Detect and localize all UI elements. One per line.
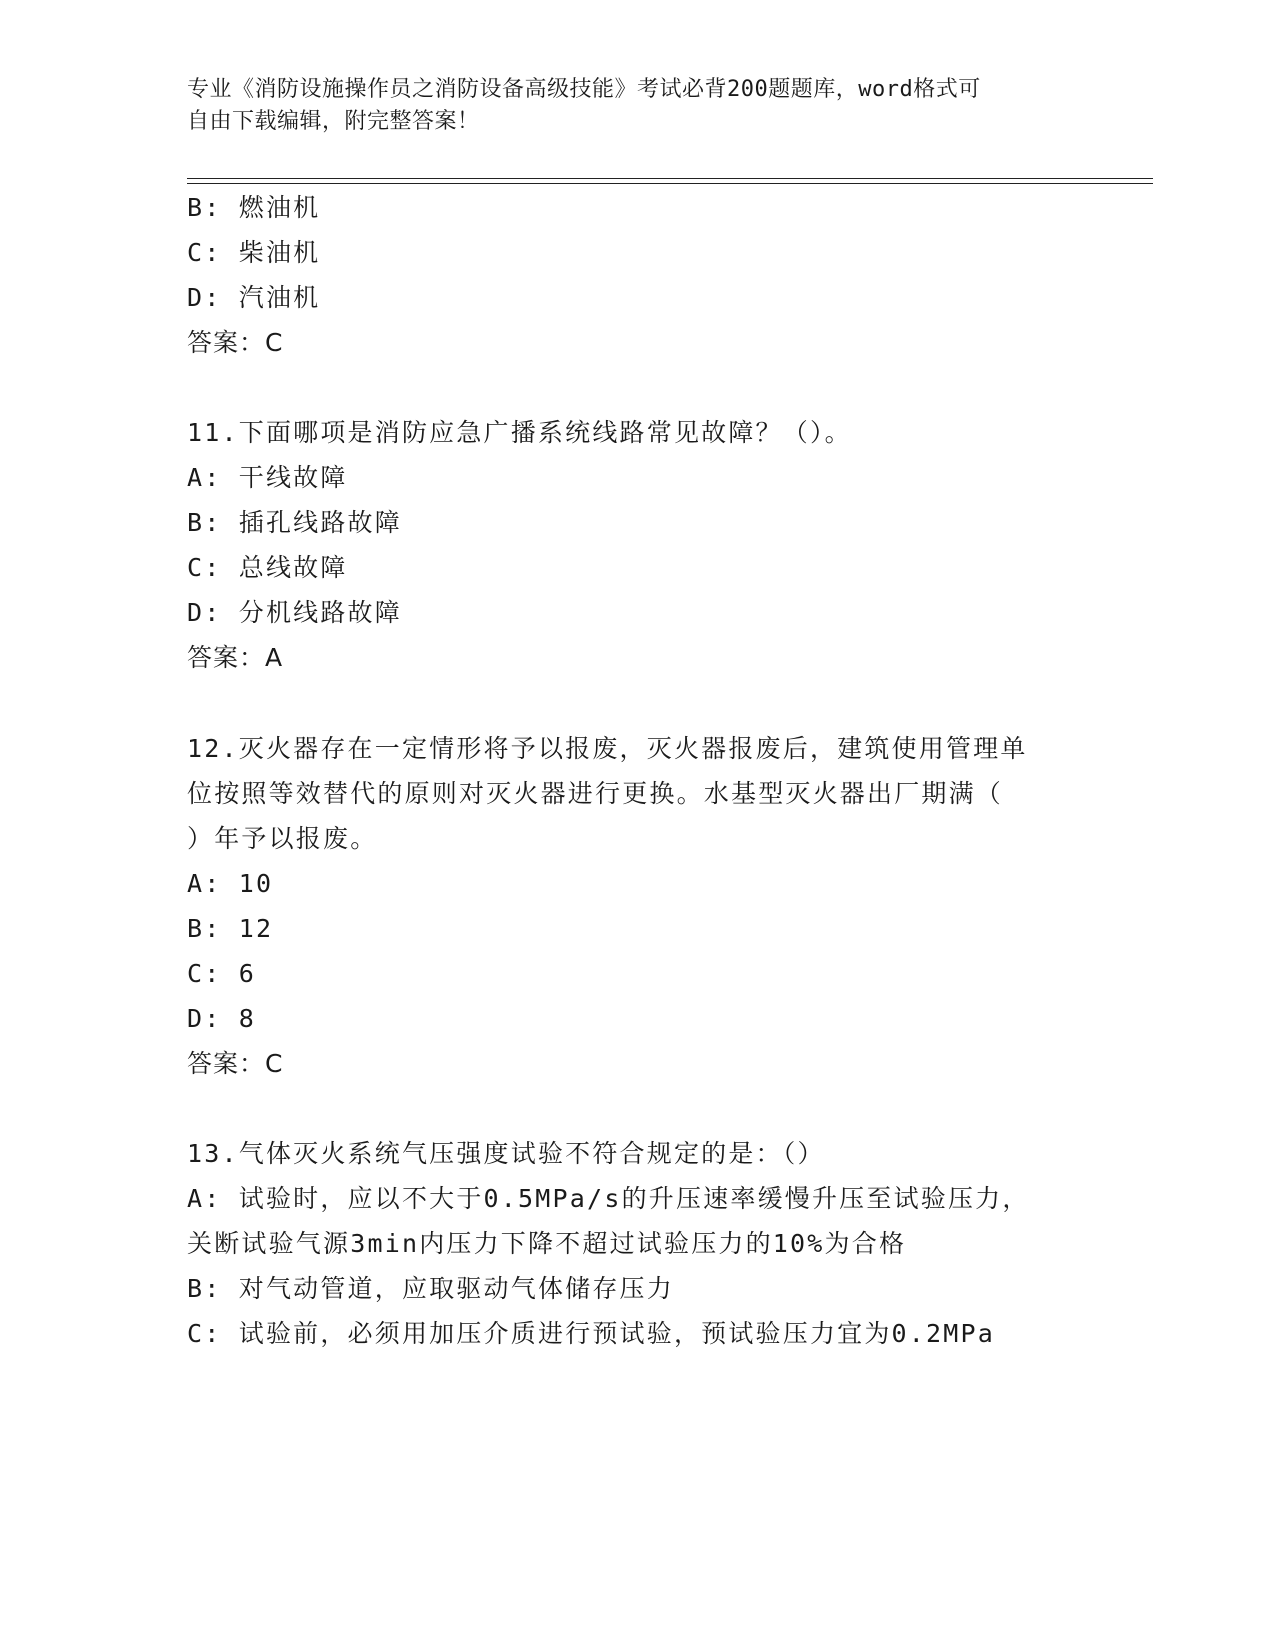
- q13-option-c: C: 试验前，必须用加压介质进行预试验，预试验压力宜为0.2MPa: [187, 1319, 996, 1348]
- document-header: [187, 74, 1087, 138]
- q11-option-d: D: 分机线路故障: [187, 598, 402, 627]
- q12-option-c: C: 6: [187, 959, 257, 988]
- q13-option-a-line-1: A: 试验时，应以不大于0.5MPa/s的升压速率缓慢升压至试验压力，: [187, 1184, 1030, 1213]
- q11-question: 11.下面哪项是消防应急广播系统线路常见故障？（）。: [187, 418, 852, 447]
- q12-answer: 答案：C: [187, 1049, 284, 1078]
- q12-question-line-1: 12.灭火器存在一定情形将予以报废，灭火器报废后，建筑使用管理单: [187, 734, 1028, 763]
- header-line-2: 自由下载编辑，附完整答案！: [187, 109, 480, 134]
- q10-option-c: C: 柴油机: [187, 238, 321, 267]
- q12-question-line-2: 位按照等效替代的原则对灭火器进行更换。水基型灭火器出厂期满（: [187, 779, 1004, 808]
- q10-option-b: B: 燃油机: [187, 193, 321, 222]
- q13-question: 13.气体灭火系统气压强度试验不符合规定的是：（）: [187, 1139, 825, 1168]
- q10-answer: 答案：C: [187, 328, 284, 357]
- q13-option-b: B: 对气动管道，应取驱动气体储存压力: [187, 1274, 674, 1303]
- q13-option-a-line-2: 关断试验气源3min内压力下降不超过试验压力的10%为合格: [187, 1229, 907, 1258]
- q12-question-line-3: ）年予以报废。: [187, 824, 378, 853]
- header-line-1: 专业《消防设施操作员之消防设备高级技能》考试必背200题题库，word格式可: [187, 77, 981, 102]
- q11-answer: 答案：A: [187, 643, 284, 672]
- header-divider-bottom: [187, 183, 1153, 184]
- header-divider-top: [187, 178, 1153, 179]
- q11-option-b: B: 插孔线路故障: [187, 508, 402, 537]
- q11-option-a: A: 干线故障: [187, 463, 348, 492]
- q10-option-d: D: 汽油机: [187, 283, 321, 312]
- q11-option-c: C: 总线故障: [187, 553, 348, 582]
- q12-option-b: B: 12: [187, 914, 274, 943]
- q12-option-d: D: 8: [187, 1004, 257, 1033]
- q12-option-a: A: 10: [187, 869, 274, 898]
